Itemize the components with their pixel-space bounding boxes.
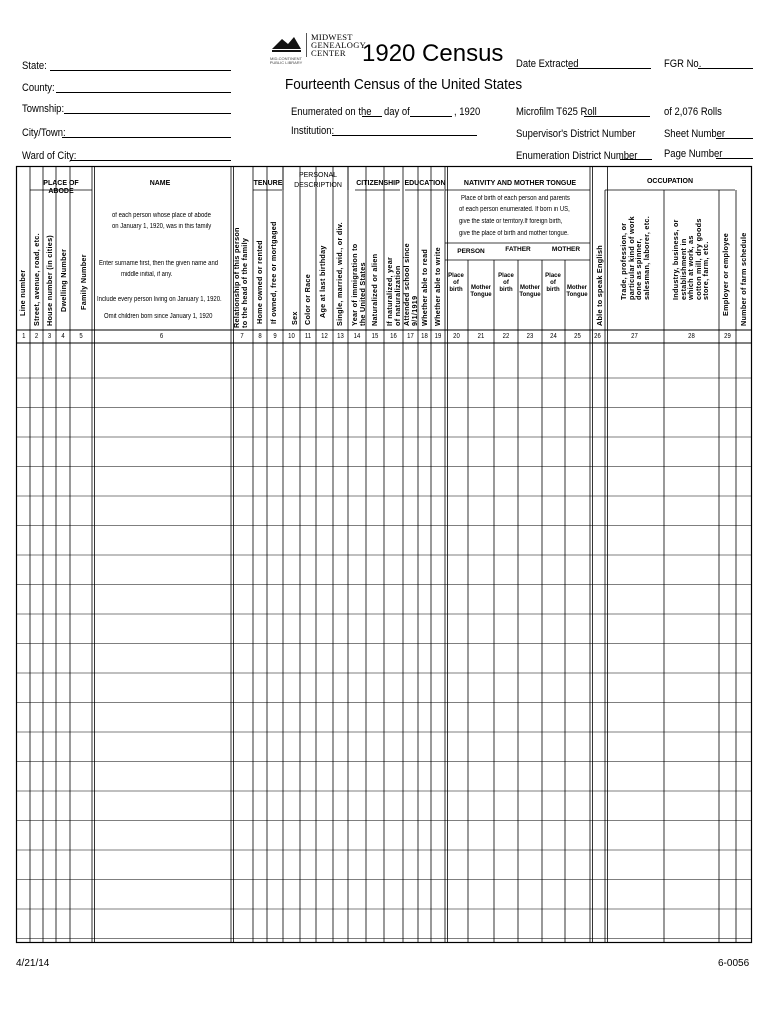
col23-label: Place of birth: [545, 273, 561, 293]
date-extracted-label: Date Extracted: [516, 58, 579, 70]
page-label: Page Number: [664, 148, 723, 160]
column-number: 5: [79, 333, 83, 340]
col-line-number: Line number: [18, 269, 27, 316]
name-note-3: Enter surname first, then the given name and: [99, 260, 219, 267]
col-marital: Single, married, wid., or div.: [335, 222, 344, 326]
nativity-note-4: give the place of birth and mother tongue.: [459, 230, 569, 237]
footer-date: 4/21/14: [16, 958, 50, 969]
col-naturalization-year: If naturalized, year of naturalization: [385, 256, 402, 326]
column-number: 21: [477, 333, 485, 340]
col20-label: Mother Tongue: [470, 285, 492, 298]
column-number: 12: [321, 333, 328, 340]
col-farm-schedule: Number of farm schedule: [739, 232, 748, 326]
group-name: NAME: [149, 180, 171, 187]
sheet-label: Sheet Number: [664, 128, 726, 140]
nativity-note-3: give the state or territory.If foreign birth,: [459, 218, 563, 225]
group-nativity: NATIVITY AND MOTHER TONGUE: [463, 180, 577, 187]
nativity-person: PERSON: [457, 248, 485, 255]
column-number: 16: [390, 333, 397, 340]
col-street: Street, avenue, road, etc.: [32, 233, 41, 326]
column-number: 17: [407, 333, 414, 340]
name-note-4: middle initial, if any.: [121, 271, 173, 278]
col-sex: Sex: [290, 311, 299, 325]
col24-label: Mother Tongue: [566, 285, 588, 298]
col-color: Color or Race: [303, 273, 312, 325]
name-note-1: of each person whose place of abode: [112, 212, 211, 219]
col-family: Family Number: [79, 254, 88, 310]
col-dwelling: Dwelling Number: [59, 248, 68, 312]
column-number: 15: [371, 333, 379, 340]
group-occupation: OCCUPATION: [646, 178, 694, 185]
enumerated-label: Enumerated on the: [291, 106, 372, 118]
col-owned-free: If owned, free or mortgaged: [269, 221, 278, 324]
col-home-owned: Home owned or rented: [255, 240, 264, 324]
column-number: 20: [453, 333, 460, 340]
col-speak-english: Able to speak English: [595, 245, 604, 326]
institution-label: Institution:: [291, 125, 335, 137]
column-number: 1: [21, 333, 25, 340]
township-label: Township:: [22, 103, 65, 115]
col-trade: Trade, profession, or particular kind of work done as spinner, salesman, laborer, etc.: [619, 215, 651, 300]
column-number: 4: [61, 333, 65, 340]
column-number: 8: [258, 333, 262, 340]
col-house-number: House number (in cities): [45, 234, 54, 326]
col-naturalized: Naturalized or alien: [370, 253, 379, 326]
rolls-label: of 2,076 Rolls: [664, 106, 722, 118]
col-relationship: Relationship of this person to the head of the family: [232, 227, 249, 328]
footer-code: 6-0056: [718, 958, 750, 969]
column-number: 28: [688, 333, 695, 340]
column-number: 10: [288, 333, 295, 340]
col-write: Whether able to write: [433, 247, 442, 326]
enumerated-day-label: day of: [384, 106, 410, 118]
enumerated-year: , 1920: [454, 106, 481, 118]
ward-label: Ward of City:: [22, 150, 77, 162]
group-citizenship: CITIZENSHIP: [356, 180, 400, 187]
column-number: 2: [34, 333, 39, 340]
column-number: 23: [526, 333, 534, 340]
column-number: 27: [631, 333, 638, 340]
nativity-father: FATHER: [505, 246, 531, 253]
group-tenure: TENURE: [253, 180, 283, 187]
column-number: 13: [337, 333, 344, 340]
column-number: 24: [550, 333, 557, 340]
column-number: 14: [353, 333, 361, 340]
column-number: 25: [574, 333, 581, 340]
column-number: 22: [502, 333, 510, 340]
logo-text: MIDWEST GENEALOGY CENTER: [306, 33, 366, 57]
supervisor-label: Supervisor's District Number: [516, 128, 636, 140]
nativity-note-2: of each person enumerated. If born in US,: [459, 206, 570, 213]
name-note-5: Include every person living on January 1, 1920.: [97, 296, 222, 303]
city-label: City/Town:: [22, 127, 66, 139]
col19-label: Place of birth: [448, 273, 464, 293]
col21-label: Place of birth: [498, 273, 514, 293]
col22-label: Mother Tongue: [519, 285, 541, 298]
col-immigration: Year of immigration to the United States: [350, 243, 367, 326]
col-attended-school: Attended school since 9/1/1919: [402, 243, 419, 326]
page-subtitle: Fourteenth Census of the United States: [285, 76, 523, 93]
column-number: 3: [47, 333, 52, 340]
column-number: 11: [304, 333, 312, 340]
column-number: 26: [594, 333, 601, 340]
nativity-note-1: Place of birth of each person and parents: [461, 195, 570, 202]
column-number: 19: [434, 333, 442, 340]
column-number: 9: [273, 333, 277, 340]
column-number: 18: [421, 333, 428, 340]
group-education: EDUCATION: [404, 180, 446, 187]
enumeration-label: Enumeration District Number: [516, 150, 638, 162]
microfilm-label: Microfilm T625 Roll: [516, 106, 597, 118]
group-personal: PERSONAL DESCRIPTION: [294, 172, 342, 189]
column-number: 29: [724, 333, 731, 340]
group-abode: PLACE OF ABODE: [43, 180, 79, 195]
column-number: 6: [159, 333, 164, 340]
column-number: 7: [240, 333, 244, 340]
col-age: Age at last birthday: [318, 245, 327, 318]
fgr-label: FGR No.: [664, 58, 702, 70]
page-title: 1920 Census: [362, 40, 504, 67]
col-industry: Industry, business, or establishment in which at work, as cotton mill, dry goods store, farm, etc.: [671, 218, 710, 300]
name-note-2: on January 1, 1920, was in this family: [112, 223, 212, 230]
state-label: State:: [22, 60, 47, 72]
county-label: County:: [22, 82, 55, 94]
nativity-mother: MOTHER: [551, 246, 581, 253]
name-note-6: Omit children born since January 1, 1920: [104, 313, 213, 320]
col-employer: Employer or employee: [721, 232, 730, 316]
library-sub: MID-CONTINENT PUBLIC LIBRARY: [269, 56, 303, 65]
col-read: Whether able to read: [420, 248, 429, 326]
